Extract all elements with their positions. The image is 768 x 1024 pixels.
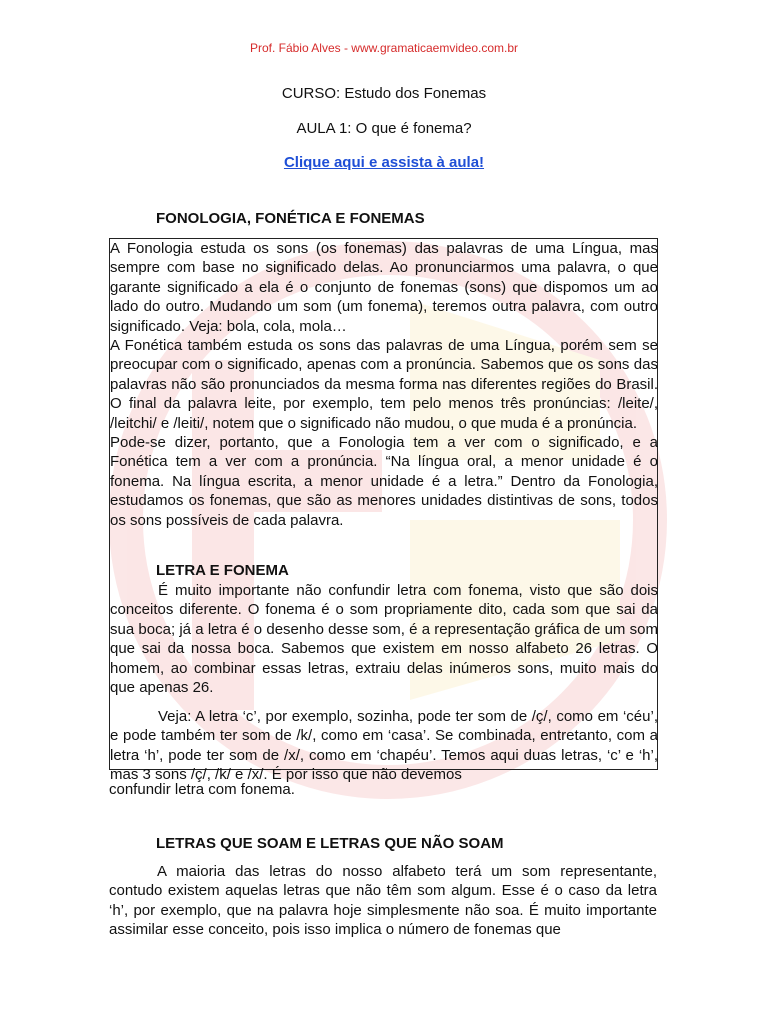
section-heading-soam: LETRAS QUE SOAM E LETRAS QUE NÃO SOAM	[156, 835, 504, 852]
section-heading-letra: LETRA E FONEMA	[156, 562, 289, 579]
fonologia-body	[110, 239, 658, 530]
fonologia-paragraph-2: A Fonética também estuda os sons das palavras de uma Língua, porém sem se preocupar com o significado, apenas com a pronúncia. Sabemos que os sons das palavras não são pronunciados da mesma forma nas diferentes regiões do Brasil. O final da palavra leite, por exemplo, tem pelo menos três pronúncias: /leite/, /leitchi/ e /leiti/, notem que o significado não mudou, o que muda é a pronúncia.	[110, 337, 658, 432]
header-author-site: Prof. Fábio Alves - www.gramaticaemvideo.com.br	[249, 41, 519, 55]
soam-paragraph-1: A maioria das letras do nosso alfabeto terá um som representante, contudo existem aquelas letras que não têm som algum. Esse é o caso da letra ‘h’, por exemplo, que na palavra hoje simplesmente não soa. É muito importante assimilar esse conceito, pois isso implica o número de fonemas que	[109, 863, 657, 939]
course-title: CURSO: Estudo dos Fonemas	[281, 85, 487, 102]
fonologia-paragraph-3: Pode-se dizer, portanto, que a Fonologia tem a ver com o significado, e a Fonética tem a ver com a pronúncia. “Na língua oral, a menor unidade é o fonema. Na língua escrita, a menor unidade é a letra.” Dentro da Fonologia, estudamos os fonemas, que são as menores unidades distintivas de sons, todos os sons possíveis de cada palavra.	[110, 434, 658, 529]
letra-paragraph-2: Veja: A letra ‘c’, por exemplo, sozinha, pode ter som de /ç/, como em ‘céu’, e pode também ter som de /k/, como em ‘casa’. Se combinada, entretanto, com a letra ‘h’, pode ter som de /x/, como em ‘chapéu’. Temos aqui duas letras, ‘c’ e ‘h’, mas 3 sons /ç/, /k/ e /x/. É por isso que não devemos	[110, 708, 658, 784]
section-heading-fonologia: FONOLOGIA, FONÉTICA E FONEMAS	[156, 210, 425, 227]
fonologia-paragraph-1: A Fonologia estuda os sons (os fonemas) das palavras de uma Língua, mas sempre com base no significado delas. Ao pronunciarmos uma palavra, o que garante significado a ela é o conjunto de fonemas (sons) que dispomos um ao lado do outro. Mudando um som (um fonema), teremos outra palavra, com outro significado. Veja: bola, cola, mola…	[110, 240, 658, 335]
letra-paragraph-2-tail: confundir letra com fonema.	[109, 781, 295, 798]
letra-paragraph-1: É muito importante não confundir letra com fonema, visto que são dois conceitos diferente. O fonema é o som propriamente dito, cada som que sai da sua boca; já a letra é o desenho desse som, é a representação gráfica de um som que sai da nossa boca. Sabemos que existem em nosso alfabeto 26 letras. O homem, ao combinar essas letras, extraiu delas inúmeros sons, muito mais do que apenas 26.	[110, 582, 658, 697]
lesson-title: AULA 1: O que é fonema?	[296, 120, 472, 137]
watch-lesson-link[interactable]: Clique aqui e assista à aula!	[283, 154, 485, 171]
framed-text-box	[109, 238, 658, 784]
